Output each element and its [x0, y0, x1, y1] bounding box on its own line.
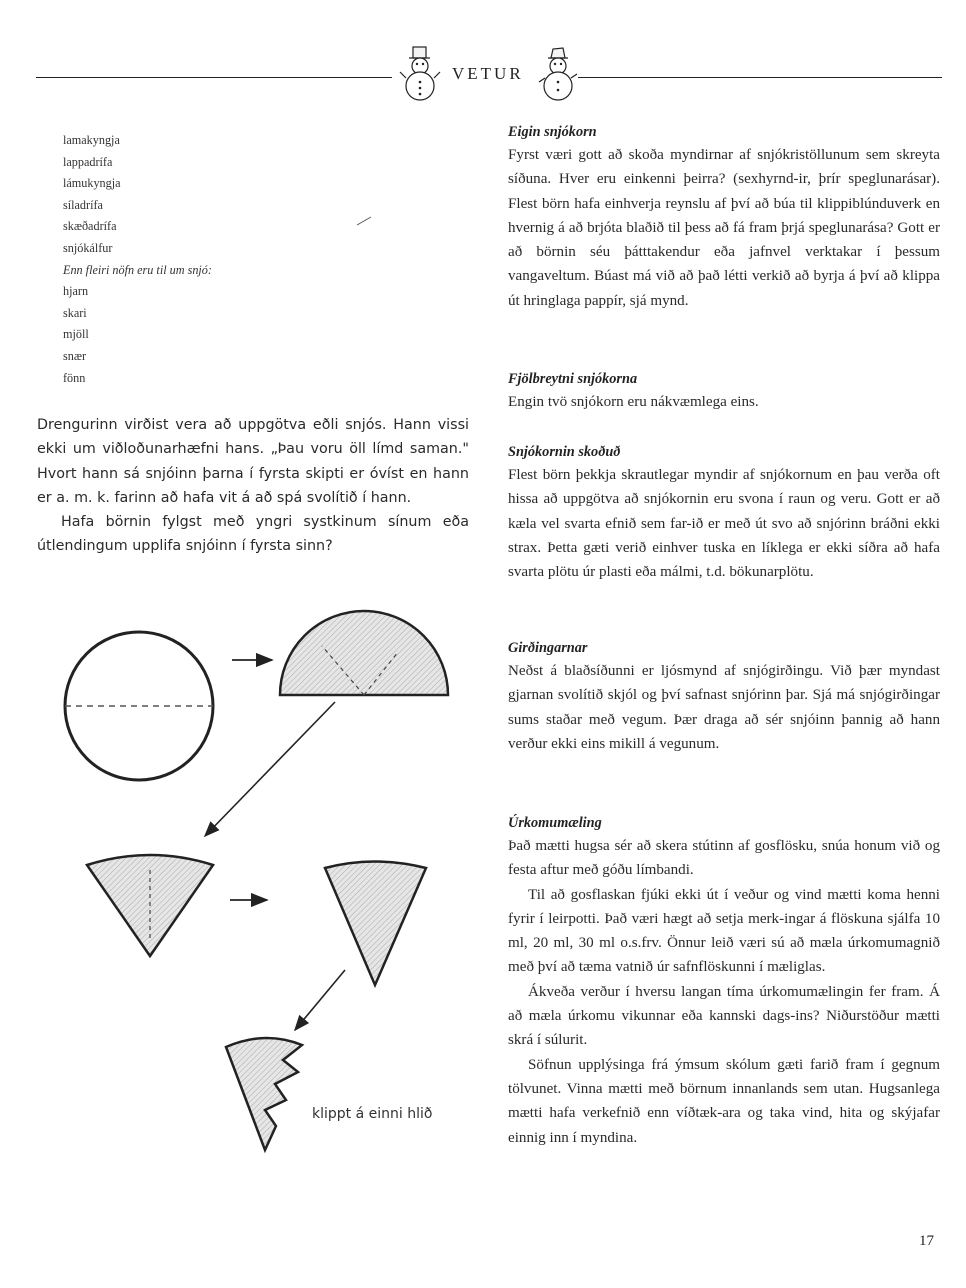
- header-rule-left: [36, 77, 392, 78]
- list-item: lamakyngja: [63, 133, 120, 147]
- paragraph: Drengurinn virðist vera að uppgötva eðli snjós. Hann vissi ekki um viðloðunarhæfni hans. „Þau voru öll límd saman." Hvort hann sá snjóinn þarna í fyrsta skipti er óvíst en hann er a. m. k. farinn að hafa vit á að spá svolítið í hann.: [37, 417, 469, 506]
- snowman-icon-right: [538, 46, 578, 104]
- paper-circle-shape: [65, 632, 213, 780]
- left-body-text: [37, 413, 469, 559]
- paragraph: Engin tvö snjókorn eru nákvæmlega eins.: [508, 394, 759, 410]
- paragraph: Hafa börnin fylgst með yngri systkinum sínum eða útlendingum upplifa snjóinn í fyrsta sinn?: [37, 514, 469, 555]
- header-rule-right: [578, 77, 942, 78]
- half-circle-shape: [280, 611, 448, 695]
- snowman-icon-left: [400, 46, 440, 104]
- list-item: snjókálfur: [63, 240, 113, 255]
- list-item: lappadrífa: [63, 154, 113, 169]
- section-eigin-snjokorn: [508, 121, 940, 313]
- paragraph: Flest börn þekkja skrautlegar myndir af snjókornum en þau verða oft hissa að uppgötva að snjókornin eru svona í raun og veru. Gott er að kæla vel svarta efnið sem far-ið er með út svo að snjórinn bráðni ekki strax. Þetta gæti verið einhver tuska en líklega er ekki síðra að hafa svarta plötu úr plasti eða málmi, t.d. bökunarplötu.: [508, 467, 940, 581]
- list-item: fönn: [63, 370, 86, 385]
- section-heading: Úrkomumæling: [508, 815, 602, 831]
- section-heading: Snjókornin skoðuð: [508, 444, 621, 460]
- section-urkomumaeling: [508, 812, 940, 1150]
- section-fjolbreytni: [508, 368, 940, 414]
- arrow-2: [205, 702, 335, 836]
- list-item: lámukyngja: [63, 176, 121, 191]
- section-heading: Girðingarnar: [508, 640, 588, 656]
- section-heading: Eigin snjókorn: [508, 124, 597, 140]
- paragraph: Til að gosflaskan fjúki ekki út í veður og vind mætti koma henni fyrir í leirpotti. Það væri hægt að setja merk-ingar á flöskuna sjálfa 10 ml, 20 ml, 30 ml o.s.frv. Önnur leið væri sú að mæla úrkomumagnið með því að tæma vatnið úr safnflöskunni í mæliglas.: [508, 886, 940, 976]
- paragraph: Söfnun upplýsinga frá ýmsum skólum gæti farið fram í gegnum tölvunet. Vinna mætti með börnum innanlands sem utan. Hugsanlega mætti hafa verkefnið enn víðtæk-ara og taka vind, hita og skýjafar einnig inn í myndina.: [508, 1056, 940, 1146]
- page-number: 17: [919, 1233, 934, 1249]
- page-header-title: VETUR: [452, 64, 524, 83]
- list-item: síladrífa: [63, 197, 103, 212]
- narrow-wedge-shape: [325, 862, 426, 986]
- folded-wedge-shape: [87, 855, 213, 956]
- paragraph: Það mætti hugsa sér að skera stútinn af gosflösku, snúa honum við og festa aftur með góðu límbandi.: [508, 838, 940, 879]
- list-item: skæðadrífa: [63, 219, 117, 234]
- paragraph: Ákveða verður í hversu langan tíma úrkomumælingin fer fram. Á að mæla úrkomu vikunnar eða kannski dags-ins? Niðurstöður mætti skrá í súlurit.: [508, 983, 940, 1049]
- folding-diagram: [40, 610, 480, 1170]
- list-item: skari: [63, 305, 87, 320]
- section-snjokornin-skodud: [508, 441, 940, 584]
- section-heading: Fjölbreytni snjókorna: [508, 371, 638, 387]
- list-item: mjöll: [63, 327, 89, 342]
- section-girdingarnar: [508, 637, 940, 756]
- cut-wedge-shape: [226, 1038, 302, 1150]
- figure-caption: klippt á einni hlið: [312, 1106, 433, 1122]
- snow-word-list: [63, 130, 323, 389]
- stray-mark: [355, 215, 375, 227]
- list-item: hjarn: [63, 284, 89, 299]
- arrow-4: [295, 970, 345, 1030]
- paragraph: Fyrst væri gott að skoða myndirnar af snjókristöllunum sem skreyta síðuna. Hver eru einkenni þeirra? (sexhyrnd-ir, þrír speglunarásar). Flest börn hafa einhverja reynslu af því að búa til klippiblúnduverk en hvernig á að brjóta blaðið til þess að fá fram þrjá speglunarása? Gott er að börnin séu þátttakendur eða jafnvel verktakar í þessum vangaveltum. Búast má við að það létti verkið að byrja á því að klippa út hringlaga pappír, sjá mynd.: [508, 147, 940, 309]
- paragraph: Neðst á blaðsíðunni er ljósmynd af snjógirðingu. Við þær myndast gjarnan svolítið skjól og því safnast snjórinn þar. Sjá má snjógirðingar sums staðar með vegum. Þær draga að sér snjóinn þannig að hann verður ekki eins mikill á vegunum.: [508, 663, 940, 752]
- list-item: snær: [63, 348, 87, 363]
- list-subheading: Enn fleiri nöfn eru til um snjó:: [63, 262, 212, 277]
